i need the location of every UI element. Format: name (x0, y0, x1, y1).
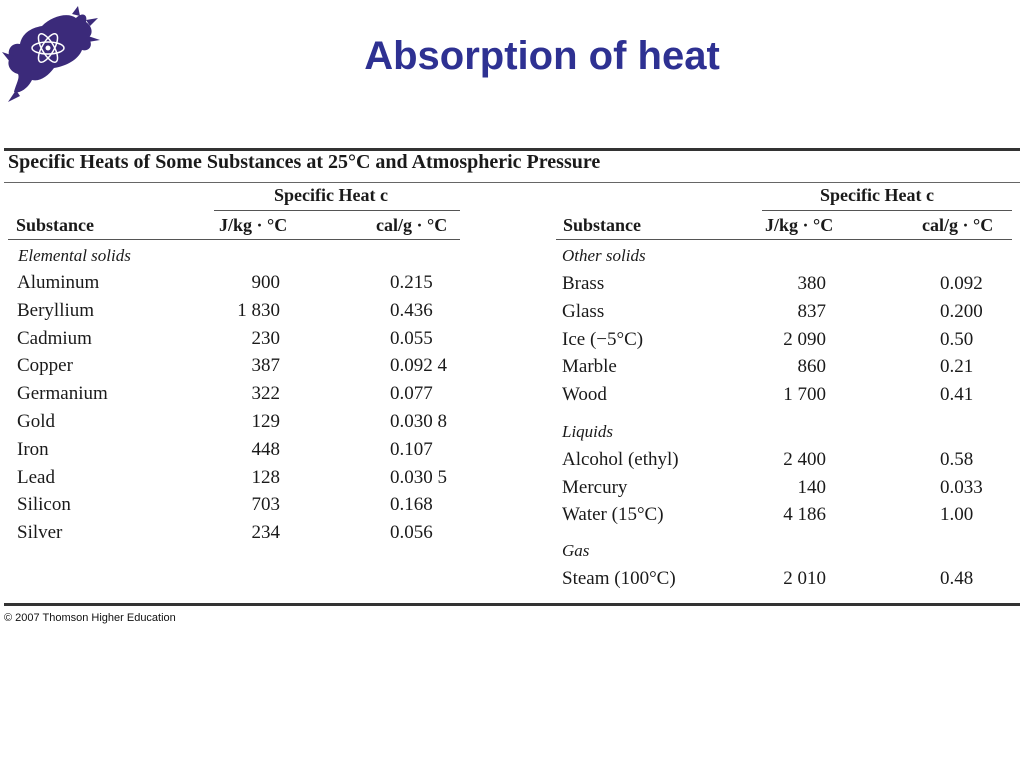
left-row-calg: 0.077 (390, 383, 433, 405)
other-solid-row-calg: 0.50 (940, 328, 974, 350)
other-solid-row-substance: Brass (562, 273, 605, 294)
other-solid-row-jkg: 837 (797, 300, 826, 322)
left-row-calg: 0.056 (390, 522, 433, 544)
liquid-row-jkg: 140 (797, 476, 826, 498)
right-substance-header: Substance (563, 215, 642, 235)
other-solid-row-jkg: 1 700 (783, 384, 826, 406)
liquid-row-calg: 0.58 (940, 449, 974, 470)
left-row-substance: Cadmium (17, 327, 92, 349)
left-calg-header: cal/g · °C (376, 215, 448, 235)
liquid-row-calg: 1.00 (940, 504, 974, 525)
other-solid-row-substance: Wood (562, 384, 607, 406)
left-row-substance: Aluminum (17, 272, 100, 293)
right-specific-heat-header: Specific Heat c (820, 185, 934, 205)
other-solid-row-substance: Marble (562, 356, 617, 378)
liquid-row-calg: 0.033 (940, 476, 983, 498)
left-jkg-header: J/kg · °C (219, 215, 288, 235)
left-row-calg: 0.030 8 (390, 411, 447, 432)
table-bottom-rule (4, 603, 1020, 606)
other-solid-row-substance: Ice (−5°C) (562, 328, 644, 350)
other-solid-row-calg: 0.092 (940, 273, 983, 294)
right-col-underline (556, 239, 1012, 240)
other-solid-row-calg: 0.41 (940, 384, 974, 406)
left-row-jkg: 129 (251, 411, 280, 432)
left-row-calg: 0.436 (390, 299, 433, 321)
group-elemental-solids: Elemental solids (18, 246, 131, 265)
left-row-calg: 0.107 (390, 438, 433, 460)
left-substance-header: Substance (16, 215, 95, 235)
table-title: Specific Heats of Some Substances at 25°C and Atmospheric Pressure (8, 151, 601, 173)
gas-row-calg: 0.48 (940, 568, 974, 589)
left-row-calg: 0.030 5 (390, 466, 447, 488)
left-row-substance: Beryllium (17, 299, 95, 321)
left-row-calg: 0.168 (390, 494, 433, 516)
gas-row-substance: Steam (100°C) (562, 568, 676, 589)
left-row-jkg: 128 (251, 466, 280, 488)
left-row-substance: Lead (17, 466, 55, 488)
other-solid-row-substance: Glass (562, 300, 605, 322)
group-liquids: Liquids (562, 422, 614, 441)
liquid-row-jkg: 4 186 (783, 504, 826, 525)
right-header-underline (762, 210, 1012, 211)
left-row-jkg: 448 (251, 438, 280, 460)
other-solid-row-jkg: 860 (797, 356, 826, 378)
liquid-row-substance: Mercury (562, 476, 628, 498)
group-other-solids: Other solids (562, 246, 646, 265)
copyright-credit: © 2007 Thomson Higher Education (4, 612, 176, 624)
left-specific-heat-header: Specific Heat c (274, 185, 388, 205)
other-solid-row-jkg: 2 090 (783, 328, 826, 350)
left-row-substance: Gold (17, 411, 55, 432)
left-row-substance: Iron (17, 438, 49, 460)
liquid-row-substance: Water (15°C) (562, 504, 664, 525)
group-gas: Gas (562, 541, 590, 560)
left-row-jkg: 1 830 (237, 299, 280, 321)
left-row-jkg: 387 (251, 355, 280, 377)
right-jkg-header: J/kg · °C (765, 215, 834, 235)
table-title-rule (4, 182, 1020, 183)
left-row-jkg: 230 (251, 327, 280, 349)
left-row-jkg: 234 (251, 522, 280, 544)
left-row-jkg: 900 (251, 272, 280, 293)
right-calg-header: cal/g · °C (922, 215, 994, 235)
left-header-underline (214, 210, 460, 211)
left-row-calg: 0.215 (390, 272, 433, 293)
other-solid-row-calg: 0.21 (940, 356, 974, 378)
left-row-calg: 0.092 4 (390, 355, 447, 377)
left-row-substance: Germanium (17, 383, 108, 405)
left-row-substance: Silicon (17, 494, 71, 516)
slide-title: Absorption of heat (364, 34, 720, 78)
left-row-jkg: 322 (251, 383, 280, 405)
left-row-substance: Copper (17, 355, 73, 377)
gas-row-jkg: 2 010 (783, 568, 826, 589)
other-solid-row-jkg: 380 (797, 273, 826, 294)
left-row-jkg: 703 (251, 494, 280, 516)
other-solid-row-calg: 0.200 (940, 300, 983, 322)
left-row-substance: Silver (17, 522, 63, 544)
left-col-underline (8, 239, 460, 240)
liquid-row-jkg: 2 400 (783, 449, 826, 470)
liquid-row-substance: Alcohol (ethyl) (562, 449, 679, 470)
left-row-calg: 0.055 (390, 327, 433, 349)
